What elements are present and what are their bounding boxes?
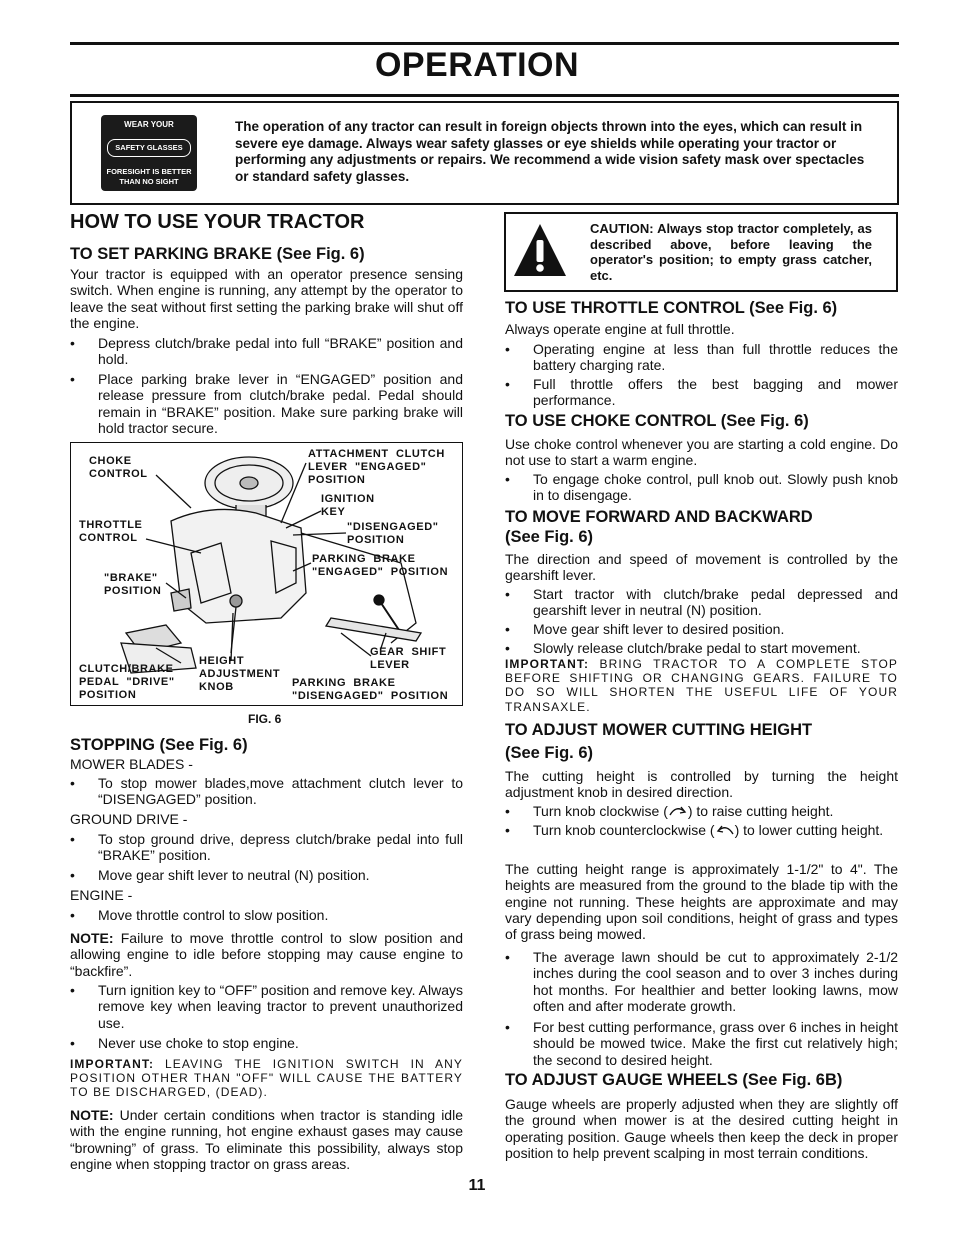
figure-caption: FIG. 6 [248,712,282,726]
safety-glasses-badge [101,115,197,191]
caution-box [504,212,898,292]
label-gear-shift-lever: GEAR SHIFT LEVER [370,646,447,671]
label-parking-brake-disengaged: PARKING BRAKE "DISENGAGED" POSITION [292,677,449,702]
average-lawn-bullet: • The average lawn should be cut to approximately 2-1/2 inches during the cool season and to over 3 inches during hot months. For healthier and better looking lawns, mow often and after moderate growth. [505,949,898,1014]
throttle-note: NOTE: Failure to move throttle control to slow position and allowing engine to idle before stopping may cause engine to “backfire”. [70,930,463,979]
clockwise-arrow-icon [668,805,688,817]
engine-label: ENGINE - [70,887,133,903]
move-bullet-3: • Slowly release clutch/brake pedal to start movement. [505,640,861,656]
engine-bullet: • Move throttle control to slow position. [70,907,329,923]
cutting-height-range: The cutting height range is approximately 1-1/2" to 4". The heights are measured from the ground to the blade tip with the engine not running. These heights are approximate and may vary depending upon soil conditions, height of grass and types of grass being mowed. [505,861,898,943]
page-title: OPERATION [374,46,580,84]
warning-triangle-icon [512,222,568,280]
label-clutch-brake-pedal: CLUTCH/BRAKE PEDAL "DRIVE" POSITION [79,663,175,701]
move-bullet-1: • Start tractor with clutch/brake pedal depressed and gearshift lever in neutral (N) position. [505,586,898,619]
badge-line2: SAFETY GLASSES [107,139,191,157]
caution-text: CAUTION: Always stop tractor completely, as described above, before leaving the operator's position; to empty grass catcher, etc. [590,221,872,283]
page-number: 11 [468,1177,486,1194]
parking-bullet-1: • Depress clutch/brake pedal into full “BRAKE” position and hold. [70,335,463,368]
counterclockwise-arrow-icon [715,824,735,836]
tall-grass-bullet: • For best cutting performance, grass over 6 inches in height should be mowed twice. Make the first cut relatively high; the second to desired height. [505,1019,898,1068]
clockwise-bullet: • Turn knob clockwise ( ) to raise cutting height. [505,803,834,819]
gauge-wheels-heading: TO ADJUST GAUGE WHEELS (See Fig. 6B) [505,1071,843,1089]
label-brake-position: "BRAKE" POSITION [104,572,162,597]
label-parking-brake-engaged: PARKING BRAKE "ENGAGED" POSITION [312,553,449,578]
ignition-important: IMPORTANT: LEAVING THE IGNITION SWITCH IN ANY POSITION OTHER THAN "OFF" WILL CAUSE THE BATTERY TO BE DISCHARGED, (DEAD). [70,1057,463,1100]
choke-bullet-1: • To engage choke control, pull knob out. Slowly push knob in to disengage. [505,471,898,504]
move-intro: The direction and speed of movement is controlled by the gearshift lever. [505,551,898,584]
ground-drive-bullet-1: • To stop ground drive, depress clutch/brake pedal into full “BRAKE” position. [70,831,463,864]
title-rule [70,94,899,97]
parking-brake-heading: TO SET PARKING BRAKE (See Fig. 6) [70,245,365,263]
parking-brake-intro: Your tractor is equipped with an operator presence sensing switch. When engine is running, any attempt by the operator to leave the seat without first setting the parking brake will shut off the engine. [70,266,463,331]
throttle-bullet-2: • Full throttle offers the best bagging and mower performance. [505,376,898,409]
parking-bullet-2: • Place parking brake lever in “ENGAGED” position and release pressure from clutch/brake pedal. Pedal should remain in “BRAKE” position. Make sure parking brake will hold tractor secure. [70,371,463,436]
safety-warning-text: The operation of any tractor can result in foreign objects thrown into the eyes, which can result in severe eye damage. Always wear safety glasses or eye shields while operating your tractor or performing any adjustments or repairs. We recommend a wide vision safety mask over spectacles or standard safety glasses. [235,119,865,184]
browning-note: NOTE: Under certain conditions when tractor is standing idle with the engine running, hot engine exhaust gases may cause “browning” of grass. To eliminate this possibility, always stop engine when stopping tractor on grass areas. [70,1107,463,1172]
label-height-adjustment-knob: HEIGHT ADJUSTMENT KNOB [199,655,281,693]
top-rule [70,42,899,45]
move-bullet-2: • Move gear shift lever to desired position. [505,621,785,637]
label-ignition-key: IGNITION KEY [321,493,375,518]
stopping-heading: STOPPING (See Fig. 6) [70,736,248,754]
cutting-height-intro: The cutting height is controlled by turning the height adjustment knob in desired direction. [505,768,898,801]
badge-line1: WEAR YOUR [124,120,174,129]
ground-drive-bullet-2: • Move gear shift lever to neutral (N) position. [70,867,370,883]
label-attachment-clutch: ATTACHMENT CLUTCH LEVER "ENGAGED" POSITION [308,448,445,486]
gauge-wheels-text: Gauge wheels are properly adjusted when they are slightly off the ground when mower is at the desired cutting height in operating position. Gauge wheels then keep the deck in proper position to help prevent scalping in most terrain conditions. [505,1096,898,1161]
label-disengaged-position: "DISENGAGED" POSITION [347,521,439,546]
cutting-height-heading: TO ADJUST MOWER CUTTING HEIGHT (See Fig. 6) [505,721,813,762]
label-choke-control: CHOKE CONTROL [89,455,148,480]
section-heading: HOW TO USE YOUR TRACTOR [70,211,365,233]
badge-line3: FORESIGHT IS BETTER THAN NO SIGHT [106,167,192,186]
throttle-heading: TO USE THROTTLE CONTROL (See Fig. 6) [505,299,838,317]
mower-blades-bullet: • To stop mower blades,move attachment clutch lever to “DISENGAGED” position. [70,775,463,808]
mower-blades-label: MOWER BLADES - [70,756,193,772]
move-heading: TO MOVE FORWARD AND BACKWARD (See Fig. 6) [505,508,813,546]
choke-intro: Use choke control whenever you are starting a cold engine. Do not use to start a warm engine. [505,436,898,469]
throttle-intro: Always operate engine at full throttle. [505,321,735,337]
choke-heading: TO USE CHOKE CONTROL (See Fig. 6) [505,412,809,430]
throttle-bullet-1: • Operating engine at less than full throttle reduces the battery charging rate. [505,341,898,374]
choke-warning-bullet: • Never use choke to stop engine. [70,1035,299,1051]
label-throttle-control: THROTTLE CONTROL [79,519,143,544]
ignition-key-bullet: • Turn ignition key to “OFF” position and remove key. Always remove key when leaving tractor to prevent unauthorized use. [70,982,463,1031]
ground-drive-label: GROUND DRIVE - [70,811,188,827]
figure-6-diagram [70,442,463,706]
safety-warning-box [70,101,899,205]
counterclockwise-bullet: • Turn knob counterclockwise ( ) to lower cutting height. [505,822,884,838]
transaxle-important: IMPORTANT: BRING TRACTOR TO A COMPLETE STOP BEFORE SHIFTING OR CHANGING GEARS. FAILURE TO DO SO WILL SHORTEN THE USEFUL LIFE OF YOUR TRANSAXLE. [505,657,898,714]
